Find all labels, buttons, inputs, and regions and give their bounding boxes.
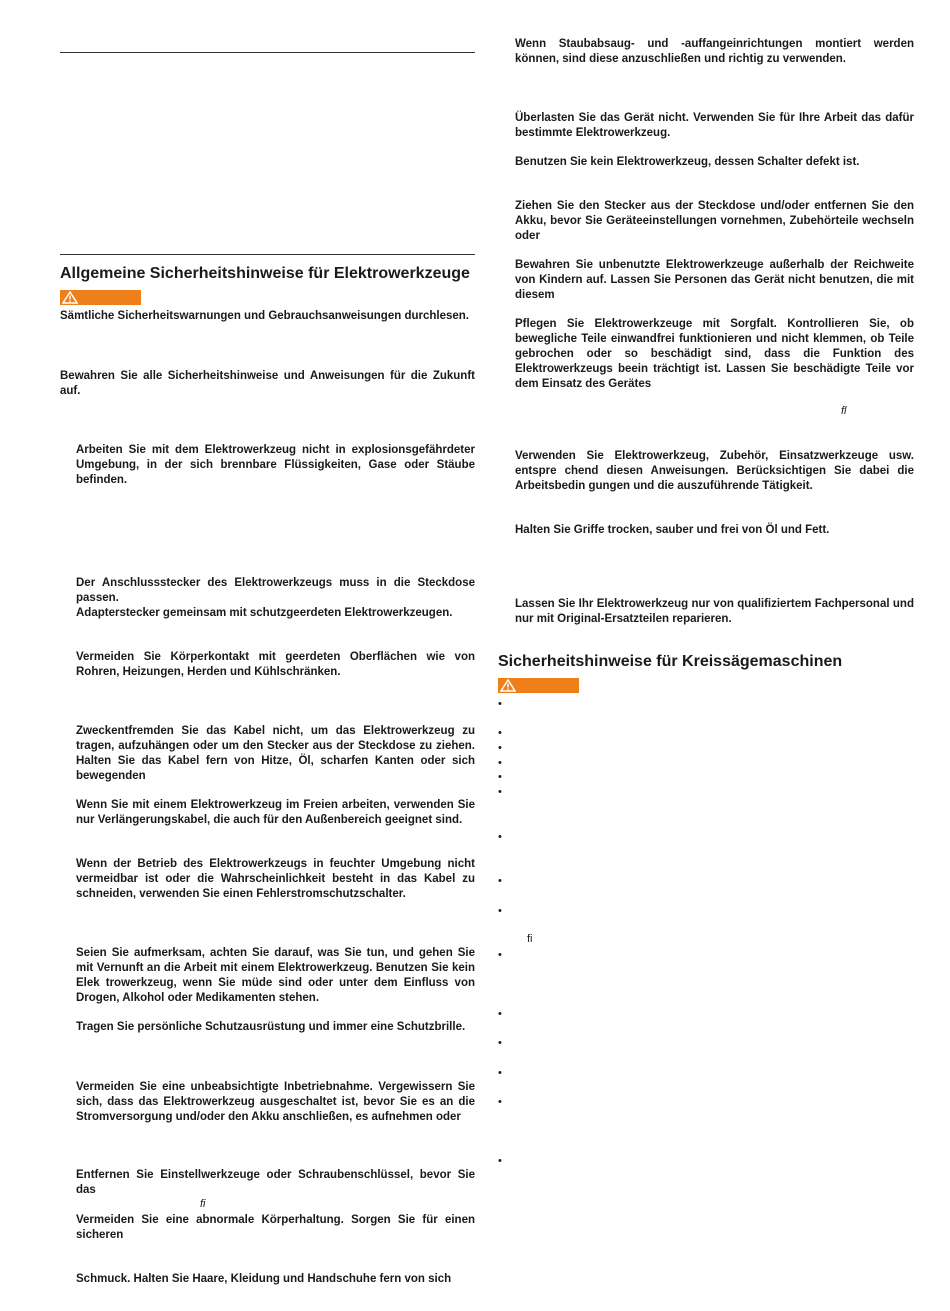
section-heading-circular-saw: Sicherheitshinweise für Kreissägemaschinen xyxy=(498,653,843,670)
warning-label-saw xyxy=(498,678,579,693)
para-explosive-environment: Arbeiten Sie mit dem Elektrowerkzeug nicht in explosionsgefährdeter Umgebung, in der sich brennbare Flüssigkeiten, Gase oder Stäube befinden. xyxy=(76,444,475,486)
intro-keep-instructions: Bewahren Sie alle Sicherheitshinweise und Anweisungen für die Zukunft auf. xyxy=(60,370,475,397)
para-dry-grips: Halten Sie Griffe trocken, sauber und frei von Öl und Fett. xyxy=(515,524,830,536)
bullet-item: • xyxy=(498,1096,502,1108)
para-body-contact: Vermeiden Sie Körperkontakt mit geerdeten Oberflächen wie von Rohren, Heizungen, Herden und Kühlschränken. xyxy=(76,651,475,678)
para-attention: Seien Sie aufmerksam, achten Sie darauf, was Sie tun, und gehen Sie mit Vernunft an die Arbeit mit einem Elektrowerkzeug. Benutzen Sie kein Elek trowerkzeug, wenn Sie müde sind oder unter dem Einfluss von Drogen, Alkohol oder Medikamenten stehen. xyxy=(76,947,475,1004)
para-protective-equipment: Tragen Sie persönliche Schutzausrüstung und immer eine Schutzbrille. xyxy=(76,1021,466,1033)
para-dust-extraction: Wenn Staubabsaug- und -auffangeinrichtungen montiert werden können, sind diese anzuschließen und richtig zu verwenden. xyxy=(515,38,914,65)
top-rule-left xyxy=(60,52,475,53)
para-store-away-children: Bewahren Sie unbenutzte Elektrowerkzeuge außerhalb der Reichweite von Kindern auf. Lassen Sie Personen das Gerät nicht benutzen, die mit diesem xyxy=(515,259,914,301)
para-posture: Vermeiden Sie eine abnormale Körperhaltung. Sorgen Sie für einen sicheren xyxy=(76,1214,475,1241)
warning-triangle-icon xyxy=(500,679,516,692)
para-outdoor-extension: Wenn Sie mit einem Elektrowerkzeug im Freien arbeiten, verwenden Sie nur Verlängerungskabel, die auch für den Außenbereich geeignet sind. xyxy=(76,799,475,826)
bullet-item: • xyxy=(498,1067,502,1079)
ligature-glyph-saw: fi xyxy=(527,933,533,945)
bullet-item: • xyxy=(498,698,502,710)
para-unintended-start: Vermeiden Sie eine unbeabsichtigte Inbetriebnahme. Vergewissern Sie sich, dass das Elektrowerkzeug ausgeschaltet ist, bevor Sie es an die Stromversorgung und/oder den Akku anschließen, es aufnehmen oder xyxy=(76,1081,475,1123)
para-use-per-instructions: Verwenden Sie Elektrowerkzeug, Zubehör, Einsatzwerkzeuge usw. entspre chend diesen Anweisungen. Berücksichtigen Sie dabei die Arbeitsbedin gungen und die auszuführende Tätigkeit. xyxy=(515,450,914,492)
ligature-glyph-right: fl xyxy=(841,405,847,417)
bullet-item: • xyxy=(498,831,502,843)
bullet-item: • xyxy=(498,1008,502,1020)
para-qualified-repair: Lassen Sie Ihr Elektrowerkzeug nur von qualifiziertem Fachpersonal und nur mit Original-Ersatzteilen reparieren. xyxy=(515,598,914,625)
para-adapter-plug: Adapterstecker gemeinsam mit schutzgeerdeten Elektrowerkzeugen. xyxy=(76,607,453,619)
para-plug-fit: Der Anschlussstecker des Elektrowerkzeugs muss in die Steckdose passen. xyxy=(76,577,475,604)
bullet-item: • xyxy=(498,875,502,887)
para-residual-current: Wenn der Betrieb des Elektrowerkzeugs in feuchter Umgebung nicht vermeidbar ist oder die Wahrscheinlichkeit besteht in das Kabel zu schneiden, verwenden Sie einen Fehlerstromschutzschalter. xyxy=(76,858,475,900)
para-jewelry: Schmuck. Halten Sie Haare, Kleidung und Handschuhe fern von sich xyxy=(76,1273,452,1285)
para-no-overload: Überlasten Sie das Gerät nicht. Verwenden Sie für Ihre Arbeit das dafür bestimmte Elektrowerkzeug. xyxy=(515,112,914,139)
bullet-item: • xyxy=(498,757,502,769)
warning-triangle-icon xyxy=(62,291,78,304)
para-remove-tools: Entfernen Sie Einstellwerkzeuge oder Schraubenschlüssel, bevor Sie das xyxy=(76,1169,475,1196)
para-defective-switch: Benutzen Sie kein Elektrowerkzeug, dessen Schalter defekt ist. xyxy=(515,156,860,168)
bullet-item: • xyxy=(498,1037,502,1049)
section-rule-left xyxy=(60,254,475,255)
bullet-item: • xyxy=(498,742,502,754)
bullet-item: • xyxy=(498,727,502,739)
bullet-item: • xyxy=(498,786,502,798)
para-cable-misuse: Zweckentfremden Sie das Kabel nicht, um das Elektrowerkzeug zu tragen, aufzuhängen oder um den Stecker aus der Steckdose zu ziehen. Halten Sie das Kabel fern von Hitze, Öl, scharfen Kanten oder sich bewegenden xyxy=(76,725,475,782)
section-heading-general: Allgemeine Sicherheitshinweise für Elektrowerkzeuge xyxy=(60,265,470,282)
para-unplug-before-adjust: Ziehen Sie den Stecker aus der Steckdose und/oder entfernen Sie den Akku, bevor Sie Geräteeinstellungen vornehmen, Zubehörteile wechseln oder xyxy=(515,200,914,242)
bullet-item: • xyxy=(498,771,502,783)
warning-label xyxy=(60,290,141,305)
para-maintenance: Pflegen Sie Elektrowerkzeuge mit Sorgfalt. Kontrollieren Sie, ob bewegliche Teile einwandfrei funktionieren und nicht klemmen, ob Teile gebrochen oder so beschädigt sind, dass die Funktion des Elektrowerkzeugs beein trächtigt ist. Lassen Sie beschädigte Teile vor dem Einsatz des Gerätes xyxy=(515,318,914,390)
ligature-glyph-left: fi xyxy=(200,1198,206,1210)
intro-read-all: Sämtliche Sicherheitswarnungen und Gebrauchsanweisungen durchlesen. xyxy=(60,310,469,322)
bullet-item: • xyxy=(498,1155,502,1167)
bullet-item: • xyxy=(498,949,502,961)
bullet-item: • xyxy=(498,905,502,917)
